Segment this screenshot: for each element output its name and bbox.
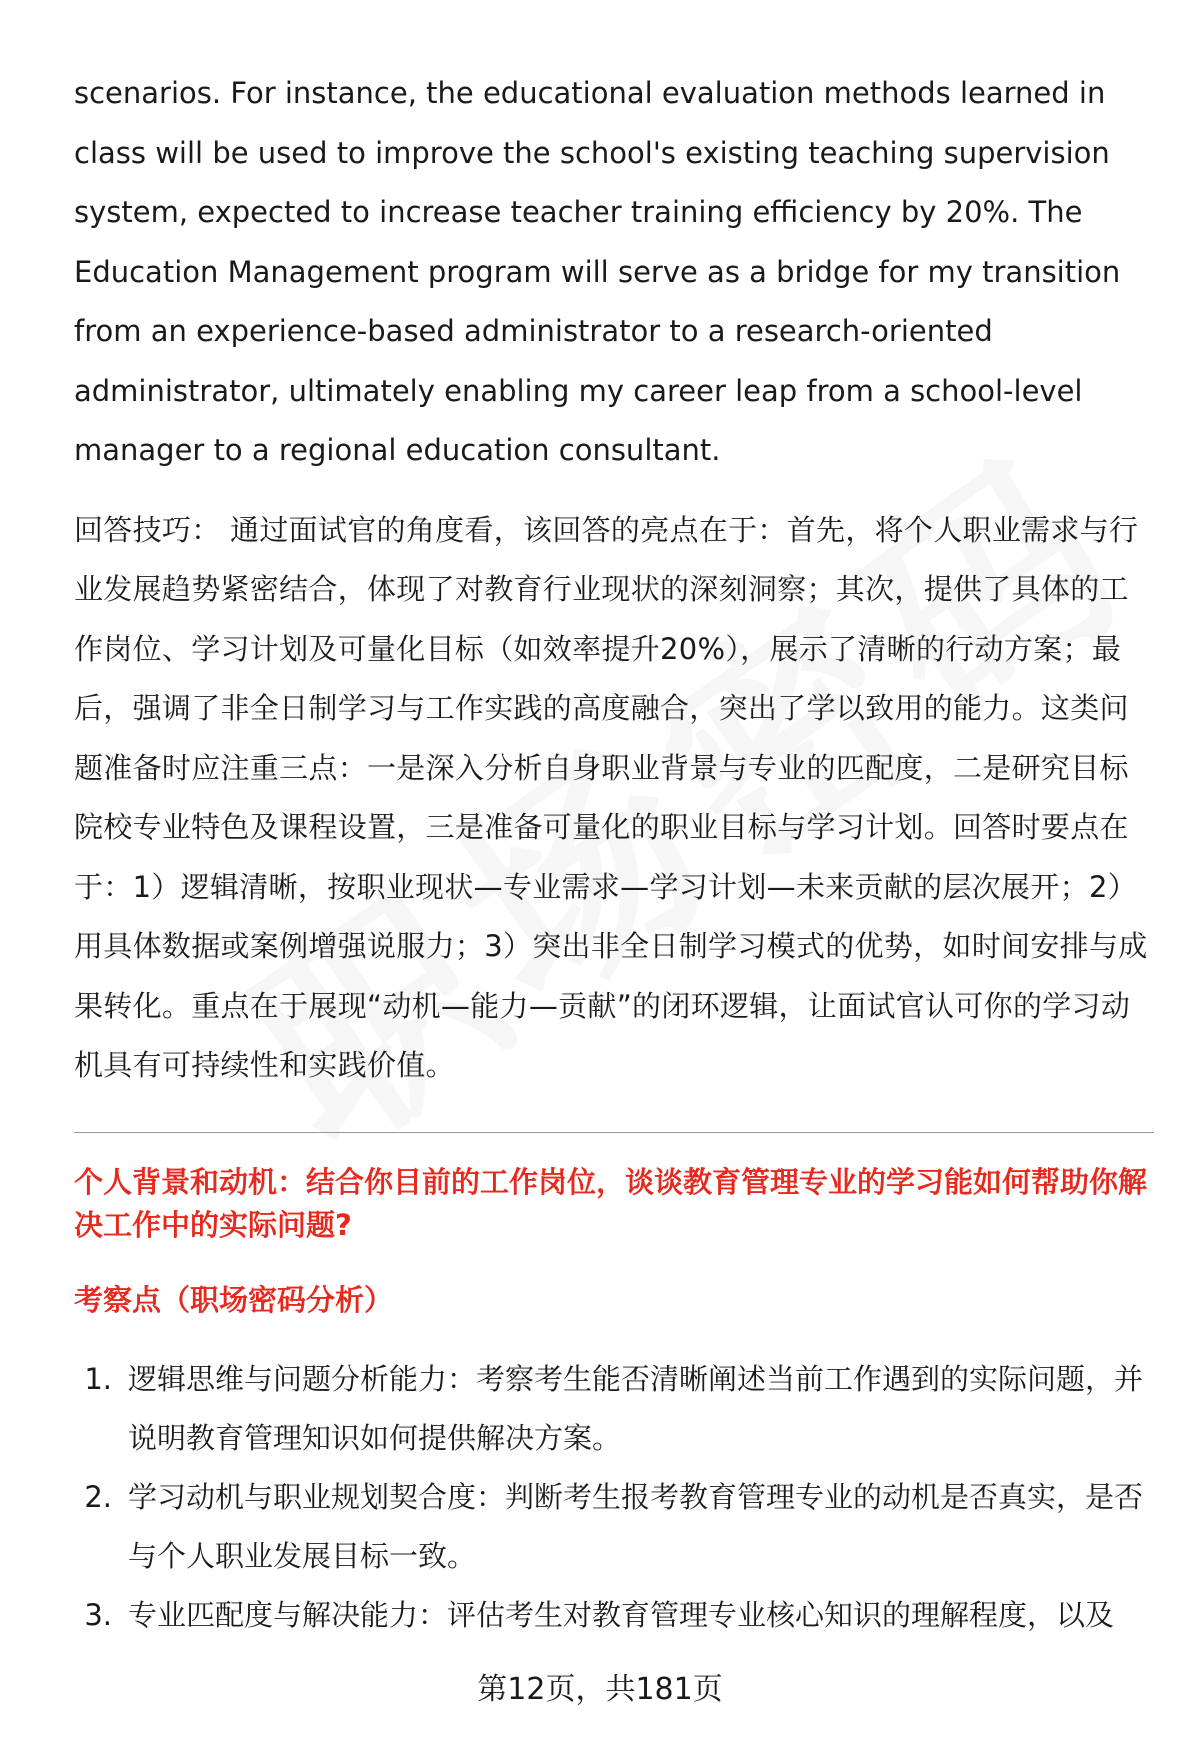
list-item-text: 专业匹配度与解决能力：评估考生对教育管理专业核心知识的理解程度，以及 (128, 1597, 1115, 1632)
list-item-text: 学习动机与职业规划契合度：判断考生报考教育管理专业的动机是否真实，是否与个人职业发展目标一致。 (128, 1479, 1144, 1573)
assessment-points-list (74, 1350, 1154, 1645)
list-item (74, 1586, 1154, 1645)
list-item-number: 1. (84, 1361, 112, 1396)
english-answer-paragraph: scenarios. For instance, the educational evaluation methods learned in class will be used to improve the school's existing teaching supervision system, expected to increase teacher training efficiency by 20%. The Education Management program will serve as a bridge for my transition from an experience-based administrator to a research-oriented administrator, ultimately enabling my career leap from a school-level manager to a regional education consultant. (74, 76, 1121, 467)
list-item-text: 逻辑思维与问题分析能力：考察考生能否清晰阐述当前工作遇到的实际问题，并说明教育管理知识如何提供解决方案。 (128, 1361, 1144, 1455)
list-item (74, 1468, 1154, 1586)
list-item (74, 1350, 1154, 1468)
page-content (74, 64, 1154, 1645)
section-divider (74, 1132, 1154, 1133)
page-number-footer: 第12页，共181页 (477, 1672, 723, 1707)
assessment-points-heading: 考察点（职场密码分析） (74, 1282, 394, 1317)
interview-question-heading: 个人背景和动机：结合你目前的工作岗位，谈谈教育管理专业的学习能如何帮助你解决工作中的实际问题? (74, 1164, 1148, 1242)
list-item-number: 3. (84, 1597, 112, 1632)
answer-tips-paragraph: 回答技巧： 通过面试官的角度看，该回答的亮点在于：首先，将个人职业需求与行业发展趋势紧密结合，体现了对教育行业现状的深刻洞察；其次，提供了具体的工作岗位、学习计划及可量化目标（如效率提升20%），展示了清晰的行动方案；最后，强调了非全日制学习与工作实践的高度融合，突出了学以致用的能力。这类问题准备时应注重三点：一是深入分析自身职业背景与专业的匹配度，二是研究目标院校专业特色及课程设置，三是准备可量化的职业目标与学习计划。回答时要点在于：1）逻辑清晰，按职业现状—专业需求—学习计划—未来贡献的层次展开；2）用具体数据或案例增强说服力；3）突出非全日制学习模式的优势，如时间安排与成果转化。重点在于展现“动机—能力—贡献”的闭环逻辑，让面试官认可你的学习动机具有可持续性和实践价值。 (74, 512, 1148, 1082)
list-item-number: 2. (84, 1479, 112, 1514)
